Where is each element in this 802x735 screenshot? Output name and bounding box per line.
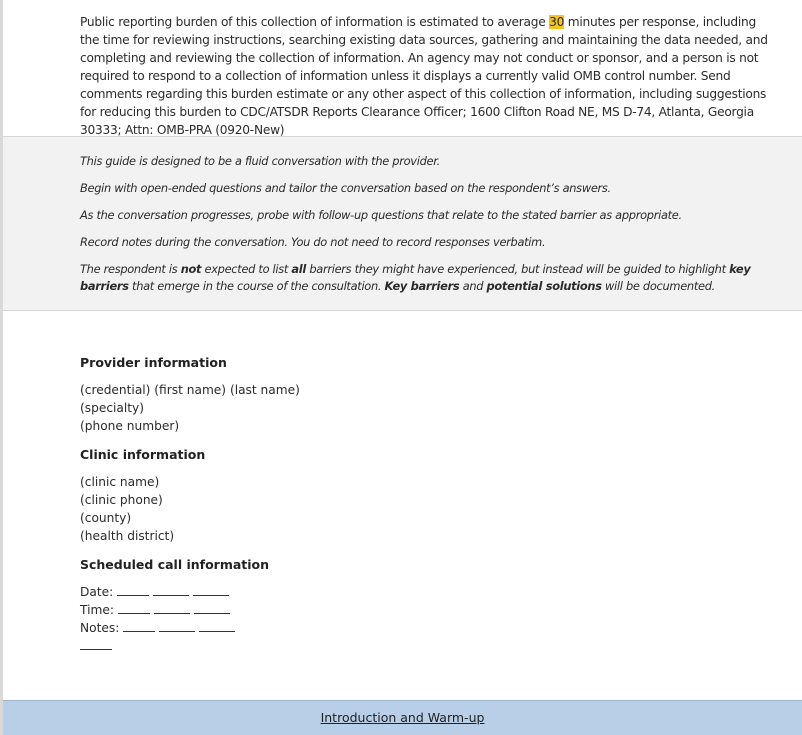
guide-line-2: Begin with open-ended questions and tailor the conversation based on the respondent’s answers. — [80, 181, 611, 195]
notes-blank-1[interactable] — [123, 621, 155, 632]
guide-line-5: The respondent is not expected to list all barriers they might have experienced, but instead will be guided to highlight key barriers that emerge in the course of the consultation. Key barriers and potential solutions will be documented. — [80, 262, 751, 293]
notes-blank-4[interactable] — [80, 639, 112, 650]
form-section — [3, 311, 802, 700]
burden-text-start: Public reporting burden of this collection of information is estimated to average — [80, 15, 550, 29]
notes-blank-2[interactable] — [159, 621, 195, 632]
time-blank-3[interactable] — [194, 603, 230, 614]
time-label: Time: — [80, 603, 114, 617]
guide-line-4: Record notes during the conversation. You do not need to record responses verbatim. — [80, 235, 546, 249]
provider-info-heading: Provider information — [80, 355, 227, 370]
emphasis-not: not — [180, 262, 202, 276]
search-highlight: 30 — [549, 15, 565, 29]
introduction-warmup-link[interactable]: Introduction and Warm-up — [320, 710, 485, 725]
burden-text-rest: minutes per response, including the time for reviewing instructions, searching existing data sources, gathering and maintaining the data needed, and completing and reviewing the collection of information. An agency may not conduct or sponsor, and a person is not required to respond to a collection of information unless it displays a currently valid OMB control number. Send comments regarding this burden estimate or any other aspect of this collection of information, including suggestions for reducing this burden to CDC/ATSDR Reports Clearance Officer; 1600 Clifton Road NE, MS D-74, Atlanta, Georgia 30333; Attn: OMB-PRA (0920-New) — [80, 15, 768, 137]
notes-blank-3[interactable] — [199, 621, 235, 632]
emphasis-potential-solutions: potential solutions — [486, 279, 602, 293]
notes-label: Notes: — [80, 621, 120, 635]
time-blank-1[interactable] — [118, 603, 150, 614]
document-page — [3, 0, 802, 700]
scheduled-call-heading: Scheduled call information — [80, 557, 270, 572]
time-blank-2[interactable] — [154, 603, 190, 614]
guide-instructions-section — [3, 137, 802, 311]
provider-credential-name-field[interactable]: (credential) (first name) (last name) — [80, 383, 300, 397]
date-row — [80, 585, 229, 599]
clinic-phone-field[interactable]: (clinic phone) — [80, 493, 163, 507]
date-blank-1[interactable] — [117, 585, 149, 596]
county-field[interactable]: (county) — [80, 511, 132, 525]
clinic-info-heading: Clinic information — [80, 447, 206, 462]
clinic-name-field[interactable]: (clinic name) — [80, 475, 160, 489]
time-row — [80, 603, 230, 617]
burden-statement — [80, 13, 778, 139]
burden-statement-section — [3, 0, 802, 137]
notes-continuation-row — [80, 639, 112, 653]
emphasis-key-barriers: key barriers — [80, 262, 751, 293]
date-label: Date: — [80, 585, 114, 599]
emphasis-key-barriers-2: Key barriers — [384, 279, 460, 293]
guide-line-1: This guide is designed to be a fluid conversation with the provider. — [80, 154, 440, 168]
notes-row — [80, 621, 235, 635]
provider-phone-field[interactable]: (phone number) — [80, 419, 180, 433]
date-blank-3[interactable] — [193, 585, 229, 596]
health-district-field[interactable]: (health district) — [80, 529, 175, 543]
section-nav-bar — [3, 700, 802, 735]
emphasis-all: all — [291, 262, 307, 276]
date-blank-2[interactable] — [153, 585, 189, 596]
provider-specialty-field[interactable]: (specialty) — [80, 401, 145, 415]
guide-line-3: As the conversation progresses, probe with follow-up questions that relate to the stated barrier as appropriate. — [80, 208, 682, 222]
